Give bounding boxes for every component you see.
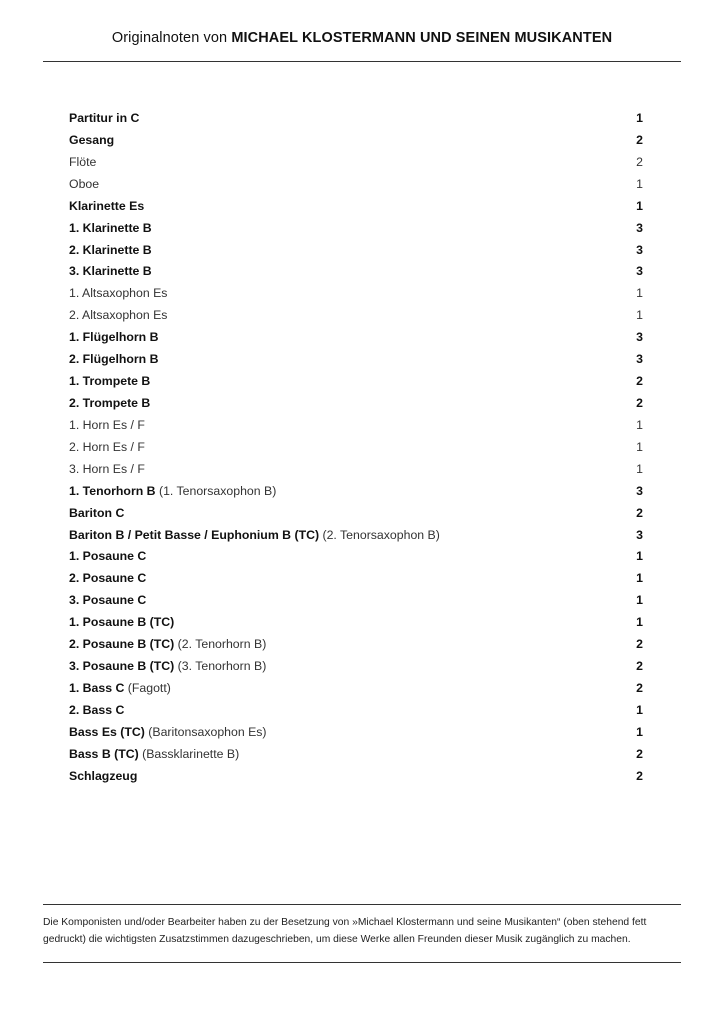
header-divider [43,61,681,62]
part-count: 2 [636,154,643,169]
part-label [69,130,114,152]
part-name: Schlagzeug [69,768,138,783]
part-count: 1 [636,724,643,739]
part-label [69,196,144,218]
part-count: 3 [636,330,643,345]
part-name: 2. Klarinette B [69,242,152,257]
part-row [69,656,643,678]
part-row [69,437,643,459]
part-label [69,415,145,437]
part-row [69,218,643,240]
part-name: 1. Flügelhorn B [69,330,159,345]
part-label [69,481,276,503]
part-label [69,634,266,656]
part-name: 3. Klarinette B [69,264,152,279]
part-count: 2 [636,637,643,652]
part-row [69,722,643,744]
part-count: 1 [636,176,643,191]
part-count: 2 [636,505,643,520]
part-row [69,415,643,437]
part-label [69,568,146,590]
part-count: 3 [636,352,643,367]
part-name: Partitur in C [69,111,140,125]
part-label [69,459,145,481]
part-name: 2. Bass C [69,702,125,717]
part-label [69,700,124,722]
footnote-text: Die Komponisten und/oder Bearbeiter haben zu der Besetzung von »Michael Klostermann und seine Musikanten“ (oben stehend fett gedruckt) die wichtigsten Zusatzstimmen dazugeschrieben, um diese Werke allen Freunden dieser Musik zugänglich zu machen. [43,917,647,945]
part-name: 1. Tenorhorn B [69,483,156,498]
part-row [69,240,643,262]
page-header [0,30,724,46]
part-label [69,349,159,371]
part-name: Klarinette Es [69,198,145,213]
part-name: Bass B (TC) [69,746,139,761]
part-count: 3 [636,483,643,498]
footnote-divider-bottom [43,962,681,963]
part-alternative: (3. Tenorhorn B) [177,659,267,674]
part-row [69,546,643,568]
part-count: 1 [636,571,643,586]
part-name: Oboe [69,176,100,191]
part-alternative: (Baritonsaxophon Es) [148,724,267,739]
part-count: 1 [636,439,643,454]
part-count: 2 [636,680,643,695]
part-label [69,546,146,568]
part-alternative: (2. Tenorhorn B) [177,637,267,652]
part-label [69,503,124,525]
part-row [69,612,643,634]
part-label [69,174,99,196]
part-row [69,108,643,130]
part-row [69,700,643,722]
footnote-divider-top [43,904,681,905]
part-row [69,766,643,788]
part-label [69,152,96,174]
part-row [69,678,643,700]
part-name: 1. Altsaxophon Es [69,286,168,301]
part-label [69,305,167,327]
part-row [69,152,643,174]
part-count: 1 [636,308,643,323]
part-count: 3 [636,242,643,257]
part-name: Gesang [69,132,115,147]
part-count: 1 [636,702,643,717]
part-name: 1. Trompete B [69,374,151,389]
part-row [69,393,643,415]
part-row [69,327,643,349]
part-alternative: (1. Tenorsaxophon B) [158,483,277,498]
part-name: 1. Bass C [69,680,125,695]
part-label [69,525,440,547]
part-name: 1. Posaune B (TC) [69,615,175,630]
part-row [69,305,643,327]
part-alternative: (2. Tenorsaxophon B) [322,527,440,542]
header-title: MICHAEL KLOSTERMANN UND SEINEN MUSIKANTEN [231,30,613,46]
part-name: 1. Horn Es / F [69,417,145,432]
part-row [69,481,643,503]
part-name: 1. Posaune C [69,549,147,564]
part-name: 2. Altsaxophon Es [69,308,168,323]
part-label [69,722,267,744]
part-label [69,766,137,788]
part-name: 2. Posaune B (TC) [69,637,175,652]
part-label [69,678,171,700]
part-name: 2. Posaune C [69,571,147,586]
part-row [69,283,643,305]
part-row [69,503,643,525]
part-name: Flöte [69,154,97,169]
part-count: 3 [636,220,643,235]
part-label [69,393,150,415]
part-row [69,459,643,481]
parts-list [69,108,643,788]
part-count: 2 [636,132,643,147]
part-name: 2. Horn Es / F [69,439,145,454]
part-row [69,525,643,547]
part-count: 1 [636,549,643,564]
part-count: 1 [636,593,643,608]
part-count: 1 [636,615,643,630]
part-row [69,590,643,612]
part-alternative: (Bassklarinette B) [142,746,240,761]
part-row [69,634,643,656]
part-name: 1. Klarinette B [69,220,152,235]
part-row [69,568,643,590]
part-name: 3. Posaune C [69,593,147,608]
part-label [69,612,174,634]
part-label [69,108,139,130]
part-count: 1 [636,111,643,125]
part-label [69,218,152,240]
part-count: 3 [636,527,643,542]
part-label [69,327,159,349]
part-label [69,656,266,678]
part-count: 3 [636,264,643,279]
part-label [69,744,239,766]
part-row [69,196,643,218]
part-label [69,261,152,283]
part-count: 1 [636,198,643,213]
part-name: 2. Flügelhorn B [69,352,159,367]
part-name: 3. Posaune B (TC) [69,659,175,674]
part-row [69,744,643,766]
header-prefix: Originalnoten von [111,30,228,46]
part-name: 2. Trompete B [69,395,151,410]
part-label [69,240,152,262]
part-label [69,437,145,459]
part-count: 2 [636,746,643,761]
part-count: 2 [636,768,643,783]
part-row [69,371,643,393]
part-count: 1 [636,417,643,432]
part-name: 3. Horn Es / F [69,461,145,476]
part-row [69,174,643,196]
part-count: 1 [636,461,643,476]
part-count: 2 [636,374,643,389]
part-label [69,371,150,393]
part-name: Bass Es (TC) [69,724,145,739]
part-alternative: (Fagott) [127,680,171,695]
part-row [69,130,643,152]
part-name: Bariton C [69,505,125,520]
part-count: 2 [636,659,643,674]
part-row [69,261,643,283]
part-count: 1 [636,286,643,301]
part-row [69,349,643,371]
part-name: Bariton B / Petit Basse / Euphonium B (TC) [69,527,320,542]
part-count: 2 [636,395,643,410]
part-label [69,590,146,612]
part-label [69,283,167,305]
